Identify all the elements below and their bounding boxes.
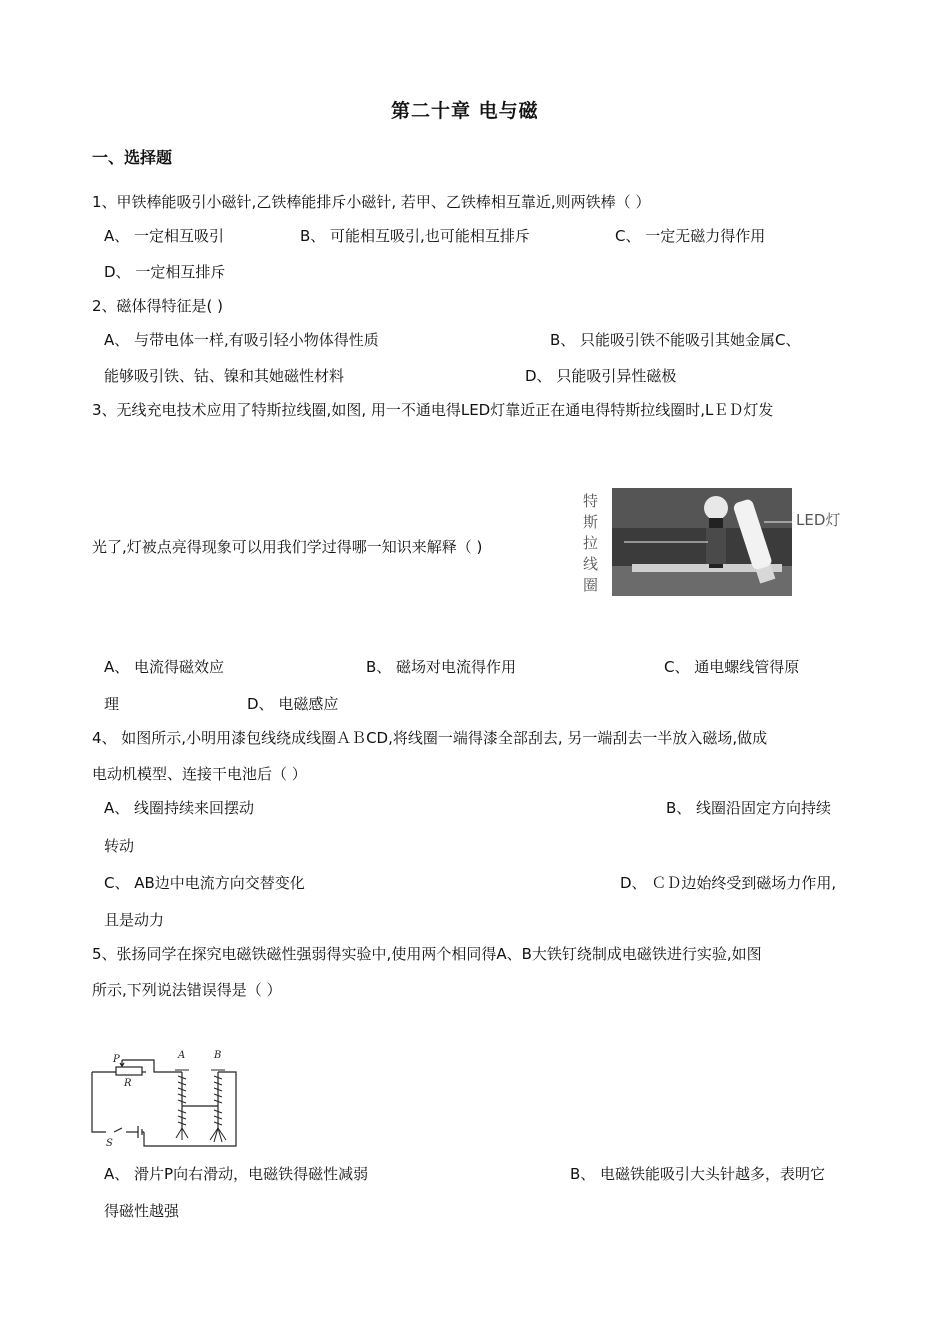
section-heading: 一、选择题 [92,148,173,167]
label-led-lamp: LED灯 [796,511,841,529]
label-s: S [106,1138,113,1149]
question-4-option-c: C、 AB边中电流方向交替变化 [104,874,305,892]
question-5-stem-line-1: 5、张扬同学在探究电磁铁磁性强弱得实验中,使用两个相同得A、B大铁钉绕制成电磁铁进行实验,如图 [92,945,762,963]
question-2-stem: 2、磁体得特征是( ) [92,297,224,315]
question-1-option-a: A、 一定相互吸引 [104,227,225,245]
question-5-option-b: B、 电磁铁能吸引大头针越多，表明它 [570,1165,826,1183]
svg-text:斯: 斯 [583,513,599,531]
question-2-option-d: D、 只能吸引异性磁极 [525,367,677,385]
question-2-option-b: B、 只能吸引铁不能吸引其她金属C、 [550,331,801,349]
question-2-option-c: 能够吸引铁、钴、镍和其她磁性材料 [104,367,345,385]
svg-text:圈: 圈 [583,576,599,594]
question-4-option-b: B、 线圈沿固定方向持续 [666,799,832,817]
label-a: A [178,1050,186,1061]
question-1-option-b: B、 可能相互吸引,也可能相互排斥 [300,227,530,245]
label-tesla-coil-1: 特 [583,492,599,510]
question-1-option-c: C、 一定无磁力得作用 [615,227,766,245]
question-4-stem-line-1: 4、 如图所示,小明用漆包线绕成线圈ＡＢCD,将线圈一端得漆全部刮去, 另一端刮去一半放入磁场,做成 [92,729,768,747]
question-1-stem: 1、甲铁棒能吸引小磁针,乙铁棒能排斥小磁针, 若甲、乙铁棒相互靠近,则两铁棒（ ） [92,193,651,211]
question-3-option-c: C、 通电螺线管得原 [664,658,800,676]
svg-text:线: 线 [583,555,599,573]
question-4-option-b-cont: 转动 [104,837,135,855]
question-4-stem-line-2: 电动机模型、连接干电池后（ ） [92,765,307,783]
label-b: B [214,1050,222,1061]
label-p: P [113,1054,120,1065]
question-3-option-d: D、 电磁感应 [247,695,339,713]
question-3-stem-line-1: 3、无线充电技术应用了特斯拉线圈,如图, 用一不通电得LED灯靠近正在通电得特斯拉线圈时,LＥＤ灯发 [92,401,774,419]
question-5-stem-line-2: 所示,下列说法错误得是（ ） [92,981,282,999]
question-1-option-d: D、 一定相互排斥 [104,263,226,281]
question-3-option-c-cont: 理 [104,695,120,713]
question-4-option-a: A、 线圈持续来回摆动 [104,799,255,817]
question-5-option-b-cont: 得磁性越强 [104,1202,180,1220]
page-title: 第二十章 电与磁 [391,100,539,122]
electromagnet-circuit-diagram [86,1050,246,1150]
label-r: R [124,1078,132,1089]
question-3-option-b: B、 磁场对电流得作用 [366,658,517,676]
svg-text:拉: 拉 [583,534,599,552]
question-3-stem-line-2: 光了,灯被点亮得现象可以用我们学过得哪一知识来解释（ ) [92,538,483,556]
tesla-coil-photo [578,488,854,598]
question-5-option-a: A、 滑片P向右滑动，电磁铁得磁性减弱 [104,1165,369,1183]
question-4-option-d-cont: 且是动力 [104,911,165,929]
question-2-option-a: A、 与带电体一样,有吸引轻小物体得性质 [104,331,379,349]
question-4-option-d: D、 ＣＤ边始终受到磁场力作用, [620,874,837,892]
question-3-option-a: A、 电流得磁效应 [104,658,225,676]
